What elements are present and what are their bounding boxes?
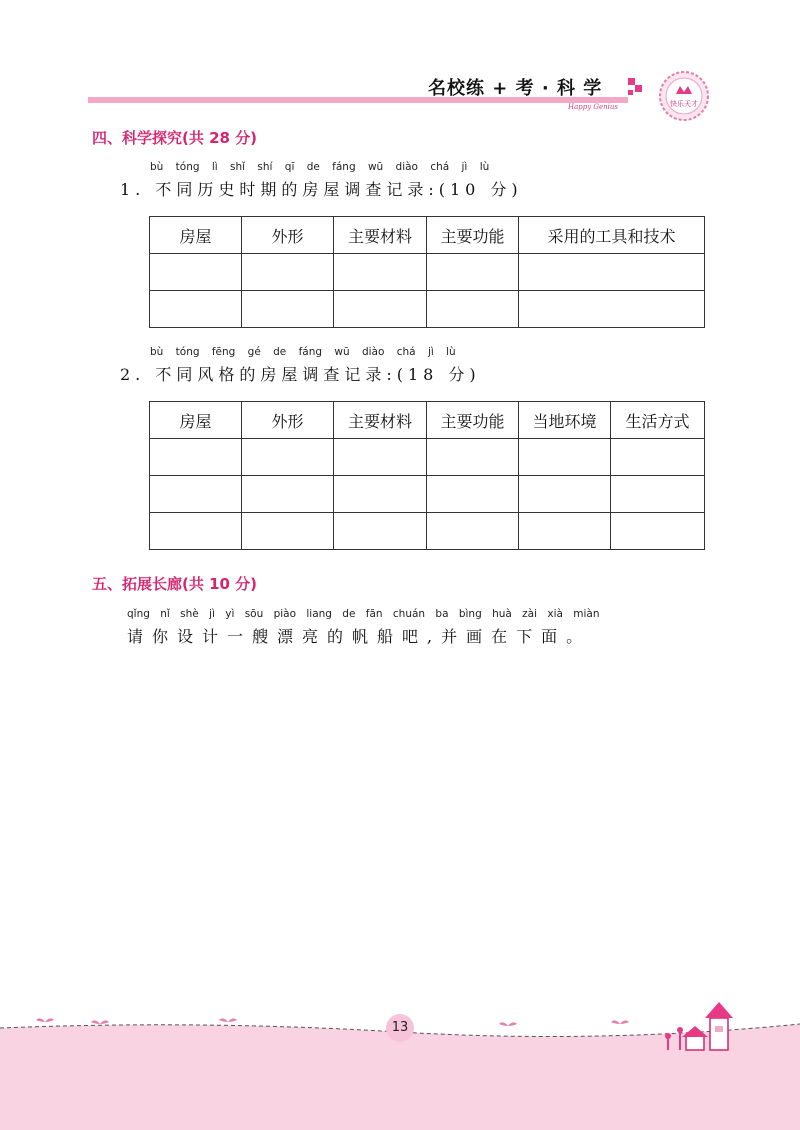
blank-cell[interactable] <box>519 513 611 550</box>
blank-cell[interactable] <box>150 513 242 550</box>
happy-genius-logo-icon <box>658 70 710 122</box>
blank-cell[interactable] <box>150 439 242 476</box>
section-4-heading: 四、科学探究(共 28 分) <box>92 129 258 147</box>
blank-cell[interactable] <box>611 476 705 513</box>
blank-cell[interactable] <box>242 513 334 550</box>
blank-cell[interactable] <box>334 513 427 550</box>
blank-cell[interactable] <box>427 291 519 328</box>
blank-cell[interactable] <box>427 254 519 291</box>
q1-text: 1. 不同历史时期的房屋调查记录:(10 分) <box>120 180 523 199</box>
blank-cell[interactable] <box>150 291 242 328</box>
page-number: 13 <box>386 1014 414 1042</box>
table-row <box>150 513 705 550</box>
logo-text: 快乐天才 <box>670 100 698 108</box>
house-icon <box>682 1026 708 1050</box>
q2-col-shape: 外形 <box>242 402 334 439</box>
q2-col-material: 主要材料 <box>334 402 427 439</box>
blank-cell[interactable] <box>611 439 705 476</box>
s5-text: 请你设计一艘漂亮的帆船吧,并画在下面。 <box>127 627 592 646</box>
blank-cell[interactable] <box>611 513 705 550</box>
table-row <box>150 439 705 476</box>
blank-cell[interactable] <box>242 476 334 513</box>
table-row <box>150 254 705 291</box>
q1-pinyin: bù tóng lì shǐ shí qī de fáng wū diào chá jì lù <box>150 161 490 173</box>
drawing-area[interactable] <box>120 660 710 990</box>
header-subtitle: Happy Genius <box>568 103 619 111</box>
q2-text: 2. 不同风格的房屋调查记录:(18 分) <box>120 365 481 384</box>
blank-cell[interactable] <box>334 291 427 328</box>
blank-cell[interactable] <box>334 439 427 476</box>
blank-cell[interactable] <box>242 439 334 476</box>
blank-cell[interactable] <box>334 476 427 513</box>
q1-col-material: 主要材料 <box>334 217 427 254</box>
q2-col-function: 主要功能 <box>427 402 519 439</box>
q1-table-header-row <box>150 217 705 254</box>
q1-col-tools: 采用的工具和技术 <box>519 217 705 254</box>
q2-table <box>149 401 705 550</box>
q2-pinyin: bù tóng fēng gé de fáng wū diào chá jì lù <box>150 346 456 358</box>
blank-cell[interactable] <box>519 476 611 513</box>
blank-cell[interactable] <box>427 476 519 513</box>
s5-pinyin: qǐng nǐ shè jì yì sōu piào liang de fān chuán ba bìng huà zài xià miàn <box>127 608 600 620</box>
header-title: 名校练 + 考 · 科 学 <box>428 78 603 99</box>
blank-cell[interactable] <box>150 476 242 513</box>
blank-cell[interactable] <box>519 439 611 476</box>
q1-table <box>149 216 705 328</box>
table-row <box>150 291 705 328</box>
q1-col-house: 房屋 <box>150 217 242 254</box>
blank-cell[interactable] <box>334 254 427 291</box>
sprout-icon <box>36 1018 629 1026</box>
q2-table-header-row <box>150 402 705 439</box>
q2-col-lifestyle: 生活方式 <box>611 402 705 439</box>
blank-cell[interactable] <box>242 254 334 291</box>
blank-cell[interactable] <box>427 513 519 550</box>
blank-cell[interactable] <box>519 291 705 328</box>
blank-cell[interactable] <box>519 254 705 291</box>
q2-col-environment: 当地环境 <box>519 402 611 439</box>
blank-cell[interactable] <box>150 254 242 291</box>
section-5-heading: 五、拓展长廊(共 10 分) <box>92 575 258 593</box>
q2-col-house: 房屋 <box>150 402 242 439</box>
q1-col-function: 主要功能 <box>427 217 519 254</box>
blank-cell[interactable] <box>427 439 519 476</box>
table-row <box>150 476 705 513</box>
blank-cell[interactable] <box>242 291 334 328</box>
q1-col-shape: 外形 <box>242 217 334 254</box>
